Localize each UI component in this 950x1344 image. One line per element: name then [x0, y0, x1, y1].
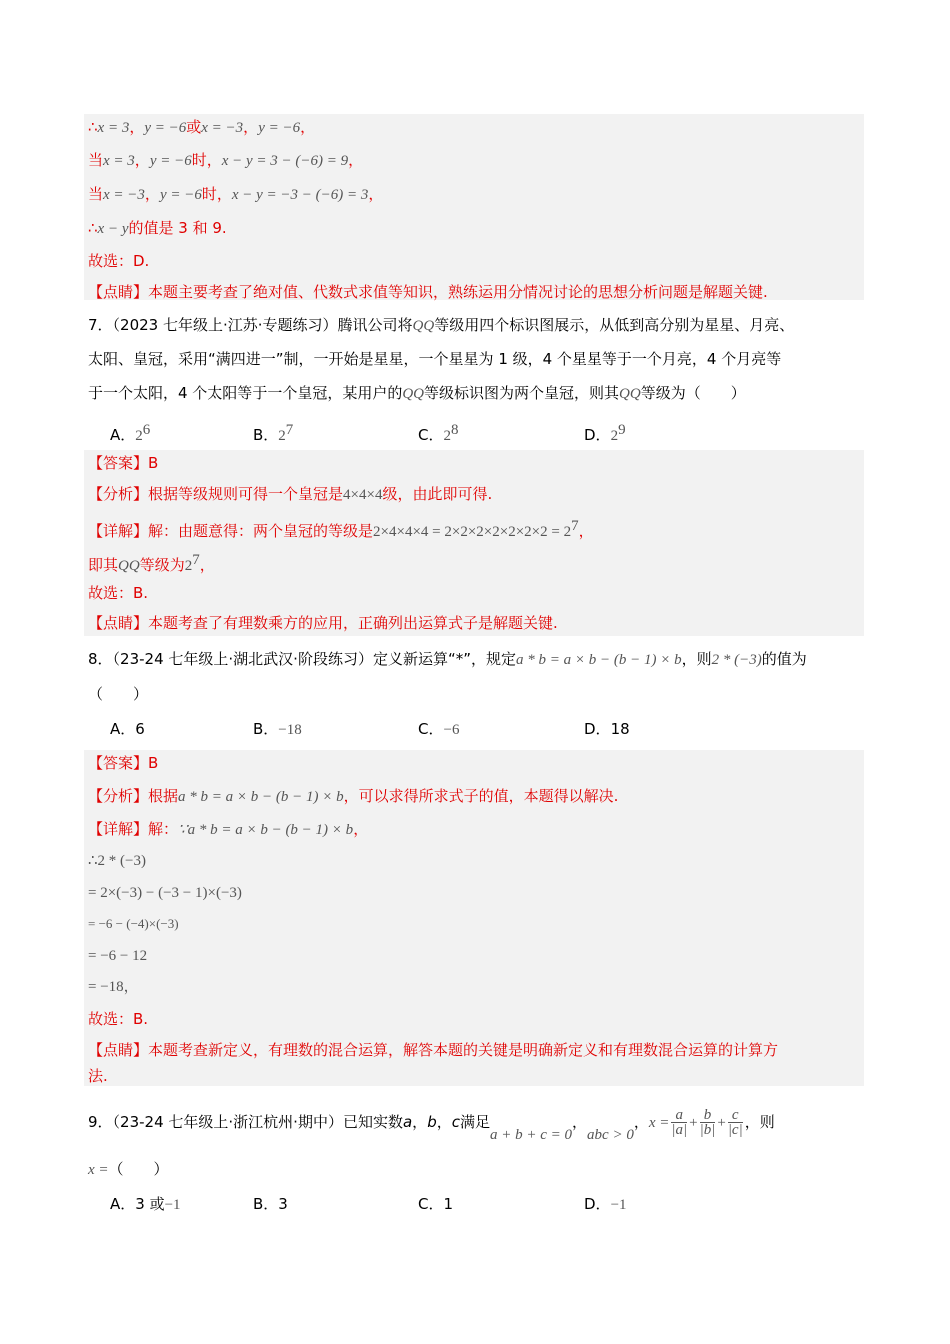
tip-line: 【点睛】本题考查了有理数乘方的应用，正确列出运算式子是解题关键.: [88, 614, 558, 632]
solution-line: ∴x = 3，y = −6或x = −3，y = −6，: [88, 118, 316, 136]
question-9-line-1: 9．（23-24 七年级上·浙江杭州·期中）已知实数a，b，c满足a + b + c = 0，abc > 0，x = $\frac{a}{|a|}$ + $\frac{b}{|b|}$ + $\frac{c}{|c|}$ ，则: [88, 1107, 775, 1143]
option-c[interactable]: C．1: [418, 1195, 454, 1213]
fraction: $\frac{a}{|a|}$: [671, 1107, 688, 1138]
fraction: $\frac{b}{|b|}$: [699, 1107, 716, 1138]
choice-line: 故选：D.: [88, 252, 150, 270]
choice-line: 故选：B.: [88, 584, 149, 602]
answer-line: 【答案】B: [88, 754, 159, 772]
solution-box-q7: [84, 450, 864, 636]
option-a[interactable]: A．$2^6$: [110, 422, 151, 444]
option-b[interactable]: B．−18: [253, 720, 302, 738]
analysis-line: 【分析】根据等级规则可得一个皇冠是4×4×4级，由此即可得.: [88, 485, 493, 503]
option-d[interactable]: D．$2^9$: [584, 422, 626, 444]
calc-step: = −6 − 12: [88, 948, 148, 964]
question-8-line-1: 8．（23-24 七年级上·湖北武汉·阶段练习）定义新运算“*”，规定a * b = a × b − (b − 1) × b，则2 * (−3)的值为: [88, 650, 807, 668]
fraction: $\frac{c}{|c|}$: [727, 1107, 743, 1138]
analysis-line: 【分析】根据a * b = a × b − (b − 1) × b，可以求得所求式子的值，本题得以解决.: [88, 787, 619, 805]
choice-line: 故选：B.: [88, 1010, 149, 1028]
solution-line: 当x = 3，y = −6时，x − y = 3 − (−6) = 9，: [88, 151, 364, 169]
tip-line: 法.: [88, 1067, 108, 1085]
calc-step: = −18，: [88, 979, 139, 995]
detail-line: 【详解】解：∵a * b = a × b − (b − 1) × b，: [88, 820, 369, 838]
calc-step: = 2×(−3) − (−3 − 1)×(−3): [88, 885, 242, 901]
question-9-line-2: x =（ ）: [88, 1160, 169, 1178]
question-7-line-1: 7．（2023 七年级上·江苏·专题练习）腾讯公司将QQ等级用四个标识图展示，从低到高分别为星星、月亮、: [88, 316, 795, 334]
option-d[interactable]: D．−1: [584, 1195, 627, 1213]
calc-step: ∴2 * (−3): [88, 853, 146, 869]
question-7-line-3: 于一个太阳，4 个太阳等于一个皇冠，某用户的QQ等级标识图为两个皇冠，则其QQ等级为（ ）: [88, 384, 746, 402]
detail-line: 【详解】解：由题意得：两个皇冠的等级是$2\times 4\times 4\times 4 = 2\times 2\times 2\times 2\times 2\times 2\times 2 = 2^7$，: [88, 518, 594, 540]
option-d[interactable]: D．18: [584, 720, 630, 738]
question-7-line-2: 太阳、皇冠，采用“满四进一”制，一开始是星星，一个星星为 1 级，4 个星星等于一个月亮，4 个月亮等: [88, 350, 782, 368]
question-8-line-2: （ ）: [88, 685, 149, 703]
answer-line: 【答案】B: [88, 454, 159, 472]
tip-line: 【点睛】本题主要考查了绝对值、代数式求值等知识，熟练运用分情况讨论的思想分析问题是解题关键.: [88, 283, 768, 301]
solution-line: 当x = −3，y = −6时，x − y = −3 − (−6) = 3，: [88, 185, 384, 203]
option-c[interactable]: C．$2^8$: [418, 422, 459, 444]
option-c[interactable]: C．−6: [418, 720, 460, 738]
option-b[interactable]: B．$2^7$: [253, 422, 294, 444]
calc-step: = −6 − (−4)×(−3): [88, 916, 179, 931]
option-a[interactable]: A．6: [110, 720, 145, 738]
option-a[interactable]: A．3 或−1: [110, 1195, 181, 1213]
option-b[interactable]: B．3: [253, 1195, 288, 1213]
solution-line: ∴x − y的值是 3 和 9.: [88, 219, 227, 237]
tip-line: 【点睛】本题考查新定义，有理数的混合运算，解答本题的关键是明确新定义和有理数混合运算的计算方: [88, 1041, 779, 1059]
detail-line: 即其QQ等级为$2^7$，: [88, 552, 215, 574]
solution-box-q6: [84, 114, 864, 300]
